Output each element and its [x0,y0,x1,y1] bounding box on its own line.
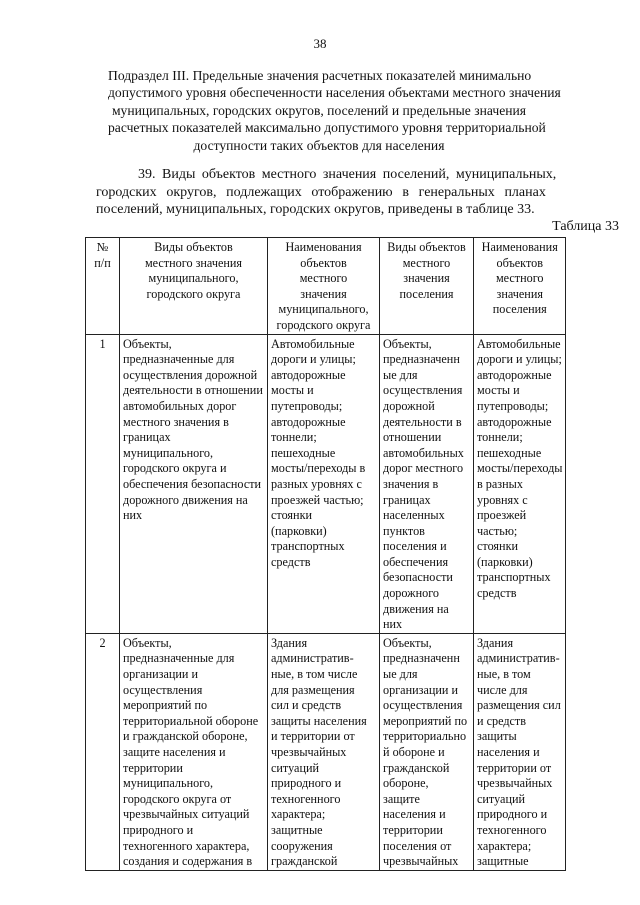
cell-line: территории [383,822,443,837]
cell-line: размещения сил [477,698,561,713]
cell-line: осуществления [383,698,463,713]
cell-line: природного и [271,776,342,791]
cell-line: предназначенные для [123,651,235,666]
cell-line: дорожного движения на [123,492,248,507]
subsection-title [108,67,561,154]
cell-line: в разных [477,476,523,491]
cell-line: ые для [383,667,418,682]
cell-line: Автомобильные [477,336,561,351]
cell-line: техногенного характера, [123,838,250,853]
cell-line: обеспечения [383,554,449,569]
header-line: значения [496,286,543,301]
paragraph-39 [96,166,557,219]
cell-line: осуществления [123,682,203,697]
cell-line: и гражданской обороне, [123,729,248,744]
cell-line: Объекты, [123,635,172,650]
cell-line: Объекты, [383,635,432,650]
cell-line: автодорожные [271,414,346,429]
header-line: п/п [94,255,111,270]
cell-settlement-object-name [474,334,566,633]
header-line: местного [495,271,544,286]
cell-line: мероприятий по [123,698,208,713]
cell-line: населения и [477,745,540,759]
table-caption: Таблица 33 [552,219,619,234]
cell-line: и территории от [271,729,355,744]
cell-line: мероприятий по [383,713,468,728]
cell-line: стоянки [271,508,313,523]
cell-line: безопасности [383,570,453,585]
cell-line: мосты и [477,383,520,398]
header-settlement-object-names [474,238,566,335]
cell-line: границах [123,430,171,445]
table-row [86,633,566,870]
cell-line: ситуаций [271,760,320,775]
cell-settlement-object-type [380,334,474,633]
cell-line: автодорожные [477,414,552,429]
cell-line: и средств [477,713,527,728]
cell-line: ые для [383,367,418,382]
cell-line: Объекты, [383,336,432,351]
cell-line: путепроводы; [477,398,549,413]
paragraph-line: 39. Виды объектов местного значения поселений, муниципальных, [138,167,557,182]
cell-line: дорожной [383,398,435,413]
cell-line: них [383,617,403,632]
cell-line: муниципального, [123,445,214,460]
header-number [86,238,120,335]
cell-line: административ- [271,651,354,666]
cell-line: автодорожные [271,367,346,382]
cell-line: дороги и улицы; [477,352,562,367]
cell-line: территории [123,760,183,775]
cell-line: характера; [477,838,532,853]
header-line: городского округа [146,286,241,301]
subsection-title-line: доступности таких объектов для населения [193,137,445,153]
objects-table [85,237,566,871]
cell-line: защите населения и [123,745,226,759]
cell-line: уровнях с [477,492,528,507]
cell-line: (парковки) [271,523,327,538]
cell-line: сооружения [271,838,333,853]
cell-line: проезжей [477,508,527,523]
cell-municipal-object-name [268,633,380,870]
cell-line: автомобильных дорог [123,398,237,413]
cell-line: защиты [477,729,517,744]
cell-line: поселения от [383,838,452,853]
header-line: Наименования [481,240,558,254]
cell-line: чрезвычайных [477,776,553,791]
cell-line: проезжей частью; [271,492,364,507]
cell-line: осуществления дорожной [123,367,258,382]
cell-line: гражданской [271,854,338,869]
cell-line: движения на [383,601,449,616]
cell-line: деятельности в [383,414,462,429]
cell-line: ные, в том числе [271,667,358,682]
cell-line: защитные [477,854,529,869]
cell-line: предназначенн [383,352,460,367]
cell-line: защитные [271,822,323,837]
cell-line: защиты населения [271,713,367,728]
cell-settlement-object-type [380,633,474,870]
cell-line: дорог местного [383,461,464,476]
header-line: значения [300,286,347,301]
cell-line: границах [383,492,431,507]
cell-line: защите [383,791,420,806]
cell-line: городского округа от [123,791,232,806]
cell-line: создания и содержания в [123,854,253,869]
row-number: 1 [86,334,120,633]
page-number: 38 [313,36,327,51]
cell-line: территориально [383,729,467,744]
header-line: муниципального, [148,271,239,286]
subsection-title-line: Подраздел III. Предельные значения расчетных показателей минимально [108,68,532,83]
cell-line: мосты/переходы в [271,461,366,476]
cell-line: ситуаций [477,791,526,806]
cell-line: чрезвычайных [271,745,347,759]
cell-line: дорожного [383,586,440,601]
cell-line: мосты/переходы [477,461,563,476]
header-line: городского округа [276,317,371,332]
cell-line: территории от [477,760,552,775]
header-line: значения [403,271,450,286]
header-line: местного [299,271,348,286]
cell-line: дороги и улицы; [271,352,356,367]
row-number: 2 [86,633,120,870]
cell-line: поселения и [383,539,447,554]
subsection-title-line: допустимого уровня обеспеченности населения объектами местного значения [108,85,561,101]
subsection-title-line: расчетных показателей максимально допустимого уровня территориальной [108,120,546,136]
header-line: муниципального, [278,302,369,317]
cell-line: местного значения в [123,414,229,429]
header-line: объектов [300,255,347,270]
paragraph-line: городских округов, подлежащих отображению в генеральных планах [96,184,546,200]
cell-line: гражданской [383,760,450,775]
cell-line: для размещения [271,682,355,697]
cell-line: них [123,508,143,523]
cell-municipal-object-type [120,633,268,870]
cell-line: Автомобильные [271,336,355,351]
cell-line: отношении [383,430,442,445]
cell-settlement-object-name [474,633,566,870]
cell-line: организации и [383,682,458,697]
cell-line: числе для [477,682,528,697]
header-municipal-object-types [120,238,268,335]
cell-line: Здания [477,635,514,650]
cell-line: осуществления [383,383,463,398]
cell-line: транспортных [477,570,551,585]
cell-line: административ- [477,651,560,666]
cell-line: частью; [477,523,518,538]
cell-line: чрезвычайных [383,854,459,869]
cell-line: средств [477,586,517,601]
cell-line: стоянки [477,539,519,554]
cell-line: средств [271,554,311,569]
header-line: местного [402,255,451,270]
cell-line: автомобильных [383,445,464,460]
table-header-row [86,238,566,335]
header-line: поселения [399,286,454,301]
cell-line: предназначенные для [123,352,235,367]
table-row [86,334,566,633]
cell-line: тоннели; [477,430,523,445]
cell-line: населенных [383,508,445,523]
cell-line: пунктов [383,523,425,538]
cell-line: тоннели; [271,430,317,445]
header-line: местного значения [144,255,243,270]
cell-line: природного и [477,807,548,822]
cell-line: муниципального, [123,776,214,791]
cell-line: сил и средств [271,698,342,713]
cell-line: й обороне и [383,745,445,759]
cell-line: организации и [123,667,198,682]
cell-line: обороне, [383,776,429,791]
header-line: Виды объектов [387,240,466,254]
cell-line: (парковки) [477,554,533,569]
cell-line: деятельности в отношении [123,383,263,398]
header-settlement-object-types [380,238,474,335]
subsection-title-line: муниципальных, городских округов, поселений и предельные значения [111,102,527,118]
cell-line: значения в [383,476,439,491]
cell-line: Объекты, [123,336,172,351]
cell-line: транспортных [271,539,345,554]
cell-line: Здания [271,635,308,650]
header-line: Наименования [285,240,362,254]
cell-municipal-object-name [268,334,380,633]
header-line: Виды объектов [154,240,233,254]
cell-line: обеспечения безопасности [123,476,262,491]
header-line: № [96,240,109,254]
cell-line: ные, в том [477,667,531,682]
cell-line: предназначенн [383,651,460,666]
cell-line: природного и [123,822,194,837]
cell-line: техногенного [271,791,341,806]
cell-line: путепроводы; [271,398,343,413]
cell-line: характера; [271,807,326,822]
cell-line: техногенного [477,822,547,837]
header-line: поселения [492,302,547,317]
cell-line: мосты и [271,383,314,398]
cell-line: разных уровнях с [271,476,362,491]
cell-municipal-object-type [120,334,268,633]
cell-line: населения и [383,807,446,822]
cell-line: пешеходные [271,445,336,460]
paragraph-line: поселений, муниципальных, городских округов, приведены в таблице 33. [96,202,535,218]
header-line: объектов [496,255,543,270]
cell-line: пешеходные [477,445,542,460]
cell-line: городского округа и [123,461,227,476]
cell-line: территориальной обороне [123,713,259,728]
header-municipal-object-names [268,238,380,335]
cell-line: чрезвычайных ситуаций [123,807,250,822]
cell-line: автодорожные [477,367,552,382]
